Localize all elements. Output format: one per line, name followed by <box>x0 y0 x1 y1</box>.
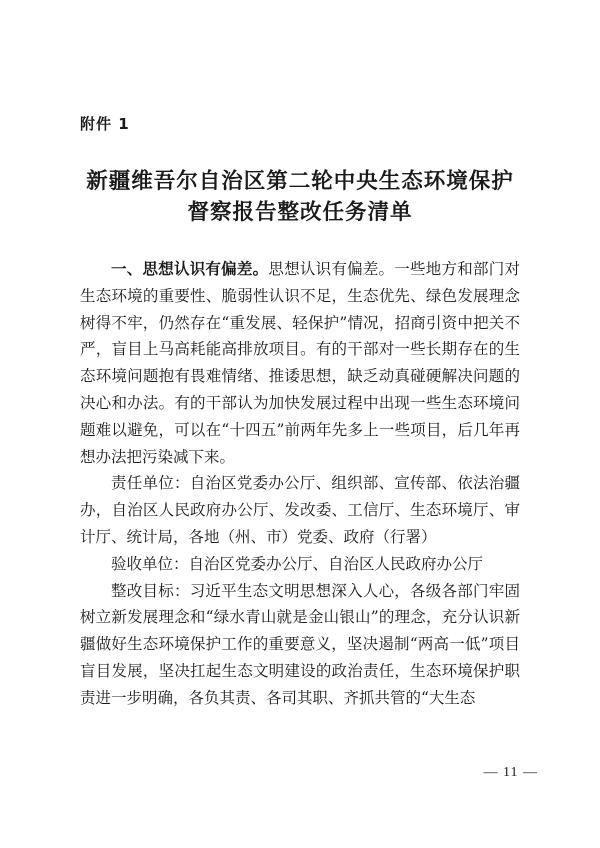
rectification-goal: 整改目标：习近平生态文明思想深入人心，各级各部门牢固树立新发展理念和“绿水青山就是金山银山”的理念，充分认识新疆做好生态环境保护工作的重要意义，坚决遏制“两高一低”项目盲目发展，坚决扛起生态文明建设的政治责任，生态环境保护职责进一步明确，各负其责、各司其职、齐抓共管的“大生态 <box>80 581 520 707</box>
document-title-line-2: 督察报告整改任务清单 <box>187 200 413 225</box>
document-title-line-1: 新疆维吾尔自治区第二轮中央生态环境保护 <box>86 169 514 194</box>
acceptance-units: 验收单位：自治区党委办公厅、自治区人民政府办公厅 <box>111 554 484 573</box>
problem-paragraph <box>80 256 520 470</box>
responsible-units: 责任单位：自治区党委办公厅、组织部、宣传部、依法治疆办，自治区人民政府办公厅、发改委、工信厅、生态环境厅、审计厅、统计局，各地（州、市）党委、政府（行署） <box>80 474 520 546</box>
problem-text: 思想认识有偏差。一些地方和部门对生态环境的重要性、脆弱性认识不足，生态优先、绿色发展理念树得不牢，仍然存在“重发展、轻保护”情况，招商引资中把关不严，盲目上马高耗能高排放项目。有的干部对一些长期存在的生态环境问题抱有畏难情绪、推诿思想，缺乏动真碰硬解决问题的决心和办法。有的干部认为加快发展过程中出现一些生态环境问题难以避免，可以在“十四五”前两年先多上一些项目，后几年再想办法把污染减下来。 <box>80 260 520 466</box>
page-number: — 11 — <box>483 765 538 780</box>
document-body <box>80 256 520 712</box>
section-heading: 一、思想认识有偏差。 <box>111 260 269 278</box>
attachment-label: 附件 1 <box>80 115 130 133</box>
